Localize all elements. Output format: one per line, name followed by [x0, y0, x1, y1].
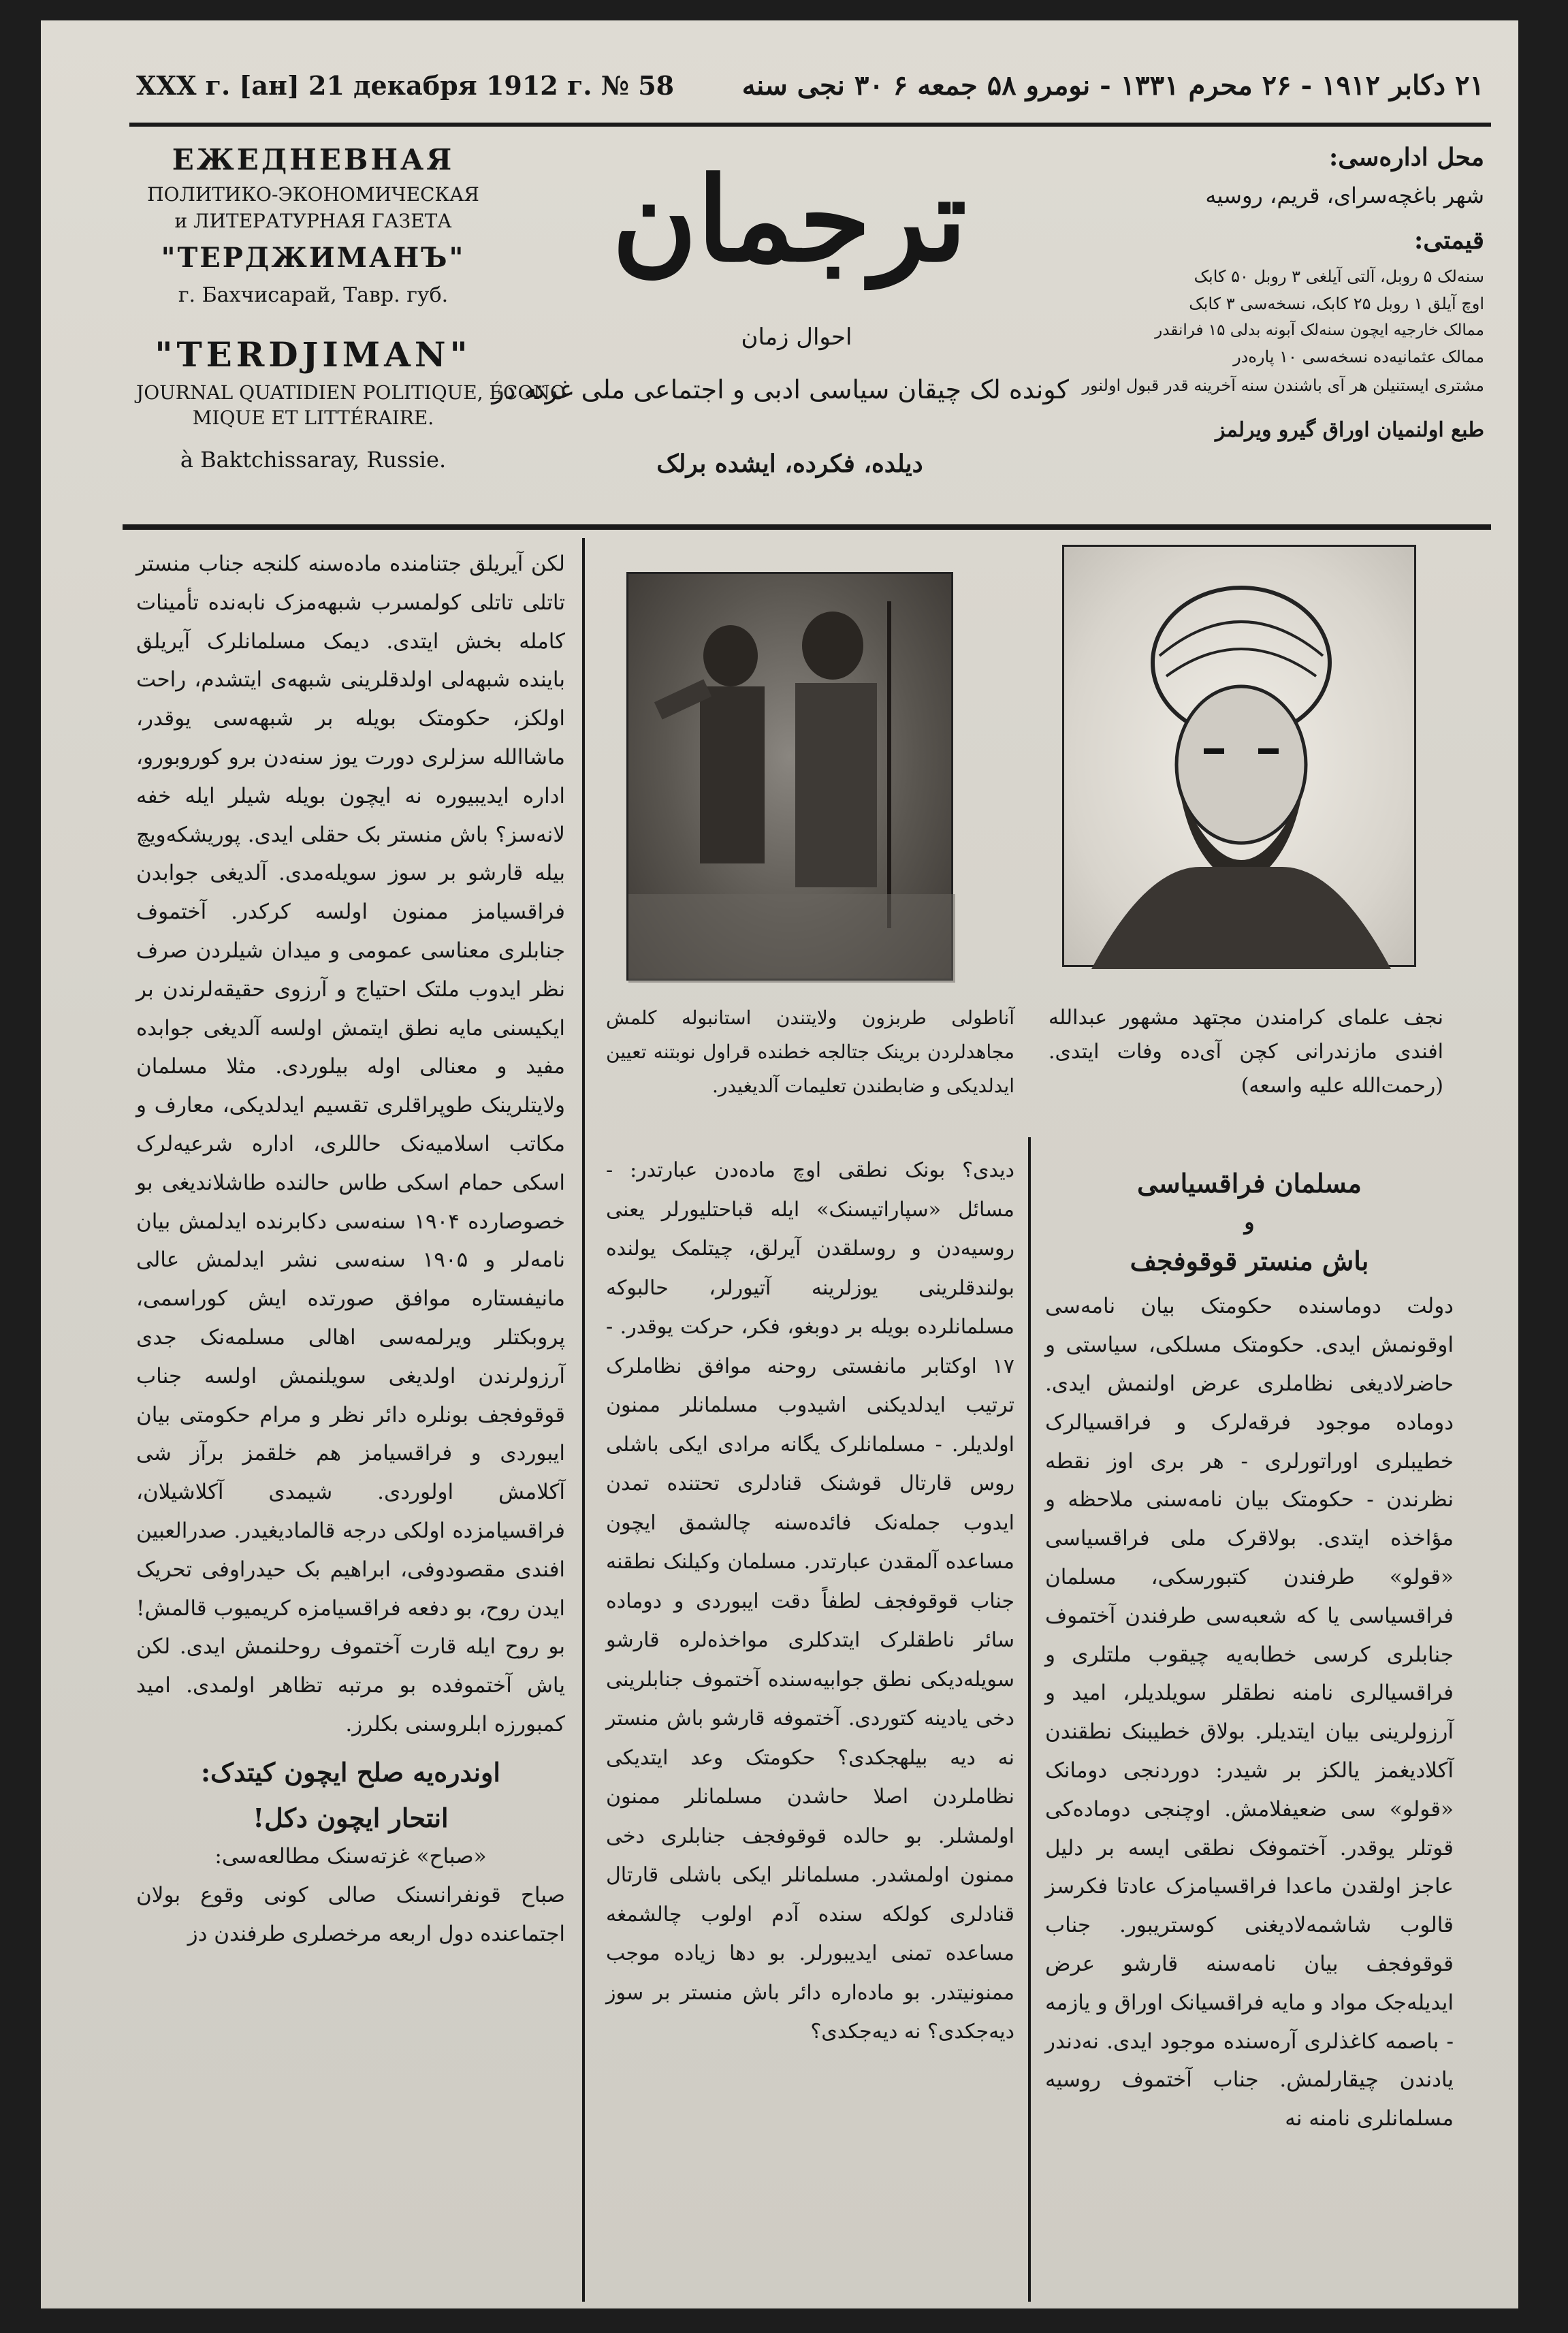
- column-rule-right: [1028, 1137, 1031, 2302]
- column-left-body-2: صباح قونفرانسنک صالی کونی وقوع بولان اجتماعنده دول اربعه مرخصلری طرفندن دز: [136, 1883, 565, 1946]
- office-address-label: محل اداره‌سی:: [1328, 143, 1484, 172]
- masthead-left-name-cyrillic: "ТЕРДЖИМАНЪ": [161, 242, 466, 274]
- masthead-left-city-latin: à Baktchissaray, Russie.: [180, 447, 447, 473]
- price-ottoman: ممالک عثمانیه‌ده نسخه‌سی ۱۰ پاره‌در: [1233, 347, 1484, 366]
- masthead-left-genre: ПОЛИТИКО-ЭКОНОМИЧЕСКАЯ: [147, 183, 479, 206]
- column-left-heading-1: اوندره‌یه صلح ایچون کیتدک:: [201, 1756, 500, 1788]
- scholar-portrait-icon: [1064, 547, 1418, 969]
- caption-center-photo: آناطولی طربزون ولایتندن استانبوله کلمش مجاهدلردن برینک جتالجه خطنده قراول نوبتنه تعیین ایدلدیکی و ضابطندن تعلیمات آلدیغیدر.: [606, 1006, 1014, 1097]
- soldiers-photo-icon: [628, 574, 955, 983]
- column-right-body: دولت دوماسنده حکومتک بیان نامه‌سی اوقونمش ایدی. حکومتک مسلکی، سیاستی و حاضرلادیغی نظاملری عرض اولنمش ایدی. دوماده موجود فرقه‌لرک و فراقسیالرک خطیبلری اوراتورلری - هر بری اوز نقطه نظرندن - حکومتک بیان نامه‌سنی ملاحظه و مؤاخذه ایتدی. بولاقرک ملی فراقسیاسی «قولو» طرفندن کتبورسکی، مسلمان فراقسیاسی یا که شعبه‌سی طرفندن آختموف جنابلری کرسی خطابه‌یه چیقوب ملتلری و فراقسیالری نامنه نطقلر سویلدیلر، امید و آرزولرینی بیان ایتدیلر. بولاق خطیبنک نطقندن آکلادیغمز یالکز بر شیدر: دوردنجی دومانک «قولو» سی ضعیفلامش. اوچنجی دوماده‌کی قوتلر یوقدر. آختموفک نطقی ایسه بر دلیل عاجز اولقدن ماعدا فراقسیامزک عادتا فکرسز قالوب شاشمه‌لادیغنی کوستریبور. جناب قوقوفجف بیان نامه‌سنه قارشو عرض ایدیله‌جک مواد و مایه فراقسیانک اوراق و یازمه - باصمه کاغذلری آره‌سنده موجود ایدی. نه‌دندر یادندن چیقارلمش. جناب آختموف روسیه مسلمانلری نامنه نه: [1045, 1294, 1454, 2131]
- masthead-bottom-rule: [123, 524, 1491, 530]
- masthead-motto: کونده لک چیقان سیاسی ادبی و اجتماعی ملی غزته در: [492, 375, 1069, 404]
- column-right-heading-and: و: [1244, 1209, 1255, 1235]
- column-center: [606, 1151, 1014, 2052]
- price-label: قیمتی:: [1413, 226, 1484, 255]
- column-left: [136, 545, 565, 1954]
- masthead-slogan: دیلده، فکرده، ایشده برلک: [656, 449, 923, 478]
- masthead-left-name-latin: "TERDJIMAN": [155, 334, 472, 375]
- manuscripts-note: طبع اولنمیان اوراق گیرو ویرلمز: [1215, 418, 1484, 442]
- newspaper-page: [41, 20, 1518, 2308]
- dateline-arabic: ۲۱ دکابر ۱۹۱۲ - ۲۶ محرم ۱۳۳۱ - نومرو ۵۸ جمعه ۶ ۳۰ نجی سنه: [741, 69, 1484, 101]
- masthead-title: ترجمان: [611, 152, 967, 288]
- masthead-left-french-2: MIQUE ET LITTÉRAIRE.: [192, 407, 434, 429]
- masthead-left-french-1: JOURNAL QUATIDIEN POLITIQUE, ÉCONO-: [136, 381, 573, 404]
- column-center-body: دیدی؟ بونک نطقی اوچ ماده‌دن عبارتدر: - مسائل «سپاراتیسنک» ایله قباحتلیورلر یعنی روسیه‌دن و روسلقدن آیرلق، چیتلمک یولنده بولندقلرینی یوزلرینه آتیورلر، حالبوکه مسلمانلرده بویله بر دوبغو، فکر، حرکت یوقدر. - ۱۷ اوکتابر مانفستی روحنه موافق نظاملرک ترتیب ایدلدیکنی اشیدوب مسلمانلر ممنون اولدیلر. - مسلمانلرک یگانه مرادی ایکی باشلی روس قارتال قوشنک قنادلری تحتنده تمدن ایدوب جمله‌نک فائده‌سنه چالشمق ایچون مساعده آلمقدن عبارتدر. مسلمان وکیلنک نطقنه جناب قوقوفجف لطفاً دقت ایبوردی و دوماده سائر ناطقلرک ایتدکلری مواخذه‌لره قارشو سویله‌دیکی نطق جوابیه‌سنده آختموف جنابلرینی دخی یادینه کتوردی. آختموفه قارشو باش منستر نه دیه بیلهجکدی؟ حکومتک وعد ایتدیکی نظاملردن اصلا حاشدن مسلمانلر ممنون اولمشلر. بو حالده قوقوفجف جنابلری دخی ممنون اولمشدر. مسلمانلر ایکی باشلی قارتال قنادلری کولکه سنده آدم اولوب چالشمغه مساعده تمنی ایدیبورلر. بو دها زیاده موجب ممنونیتدر. بو ماده‌اره دائر باش منستر بر سوز دیه‌جکدی؟ نه دیه‌جکدی؟: [606, 1158, 1014, 2044]
- masthead-left-block: [136, 143, 573, 524]
- masthead-right-block: [1082, 143, 1484, 524]
- column-right: [1045, 1164, 1454, 2138]
- column-right-heading-1: مسلمان فراقسیاسی: [1137, 1168, 1362, 1199]
- masthead-left-literary: и ЛИТЕРАТУРНАЯ ГАЗЕТА: [174, 210, 452, 232]
- subscription-note: مشتری ایستنیلن هر آی باشندن سنه آخرینه قدر قبول اولنور: [1082, 376, 1484, 395]
- masthead-left-city-cyrillic: г. Бахчисарай, Тавр. губ.: [178, 283, 449, 307]
- column-left-source: «صباح» غزته‌سنک مطالعه‌سی:: [214, 1844, 487, 1869]
- masthead-left-daily: ЕЖЕДНЕВНАЯ: [172, 143, 455, 176]
- dateline: [136, 54, 1484, 116]
- price-foreign: ممالک خارجیه ایچون سنه‌لک آبونه بدلی ۱۵ فرانقدر: [1155, 321, 1484, 339]
- right-portrait: [1062, 545, 1416, 967]
- column-rule-left: [582, 538, 585, 2302]
- top-rule: [129, 123, 1491, 127]
- center-photo: [626, 572, 953, 981]
- caption-right-portrait: نجف علمای کرامندن مجتهد مشهور عبدالله افندی مازندرانی کچن آی‌ده وفات ایتدی. (رحمت‌الله علیه واسعه): [1049, 1006, 1443, 1098]
- price-quarterly: اوچ آیلق ۱ روبل ۲۵ کابک، نسخه‌سی ۳ کابک: [1189, 294, 1484, 313]
- column-left-heading-2: انتحار ایچون دکل!: [253, 1802, 449, 1833]
- price-annual: سنه‌لک ۵ روبل، آلتی آیلغی ۳ روبل ۵۰ کابک: [1194, 267, 1484, 286]
- masthead-center-block: [492, 129, 1069, 511]
- masthead-subtitle: احوال زمان: [741, 323, 852, 351]
- column-right-heading-2: باش منستر قوقوفجف: [1130, 1245, 1369, 1276]
- office-address: شهر باغچه‌سرای، قریم، روسیه: [1205, 182, 1484, 208]
- dateline-cyrillic: XXX г. [ан] 21 декабря 1912 г. № 58: [136, 69, 675, 101]
- column-left-body: لکن آیریلق جتنامنده ماده‌سنه کلنجه جناب منستر تاتلی تاتلی کولمسرب شبهه‌مزک نابه‌نده تأمینات کامله بخش ایتدی. دیمک مسلمانلرک آیریلق باینده شبهه‌لی اولدقلرینی شبهه‌ی ایتشدم، راحت اولکز، حکومتک بویله بر شبهه‌سی یوقدر، ماشاالله سزلری دورت یوز سنه‌دن برو کوروبورو، اداره ایدیبیوره نه ایچون بویله شیلر ایله خفه لانه‌سز؟ باش منستر بک حقلی ایدی. پوریشکه‌ویچ بیله قارشو بر سوز سویله‌مدی. آلدیغی جوابدن فراقسیامز ممنون اولسه کرکدر. آختموف جنابلری معناسی عمومی و میدان شیلردن صرف نظر ایدوب ملتک احتیاج و آرزوی حقیقه‌لرندن بر ایکیسنی مایه نطق ایتمش اولسه آلدیغی جوابده مفید و معنالی اوله بیلوردی. مثلا مسلمان ولایتلرینک طوپراقلری تقسیم ایدلدیکی، معارف و مکاتب اسلامیه‌نک حاللری، اداره شرعیه‌لرک اسکی حمام اسکی طاس حالنده طاشلاندیغی بو خصوصارده ۱۹۰۴ سنه‌سی دکابرنده ایدلمش بیان نامه‌لر و ۱۹۰۵ سنه‌سی نشر ایدلمش عالی مانیفستاره موافق صورتده ایش کوراسمی، پروبکتلر ویرلمه‌سی اهالی مسلمه‌نک جدی آرزولرندن اولدیغی سویلنمش اولسه جناب قوقوفجف بونلره دائر نظر و مرام حکومتی بیان ایبوردی و فراقسیامز هم خلقمز برآز شی آکلامش اولوردی. شیمدی آکلاشیلان، فراقسیامزده اولکی درجه قالمادیغیدر. صدرالعبین افندی مقصودوفی، ابراهیم بک حیدراوفی تحریک ایدن روح، بو دفعه فراقسیامزه کریمیوب قالمش! بو روح ایله قارت آختموف روحلنمش ایدی. لکن یاش آختموفده بو مرتبه تظاهر اولمدی. امید کمبورزه ابلروسنی بکلرز.: [136, 552, 565, 1736]
